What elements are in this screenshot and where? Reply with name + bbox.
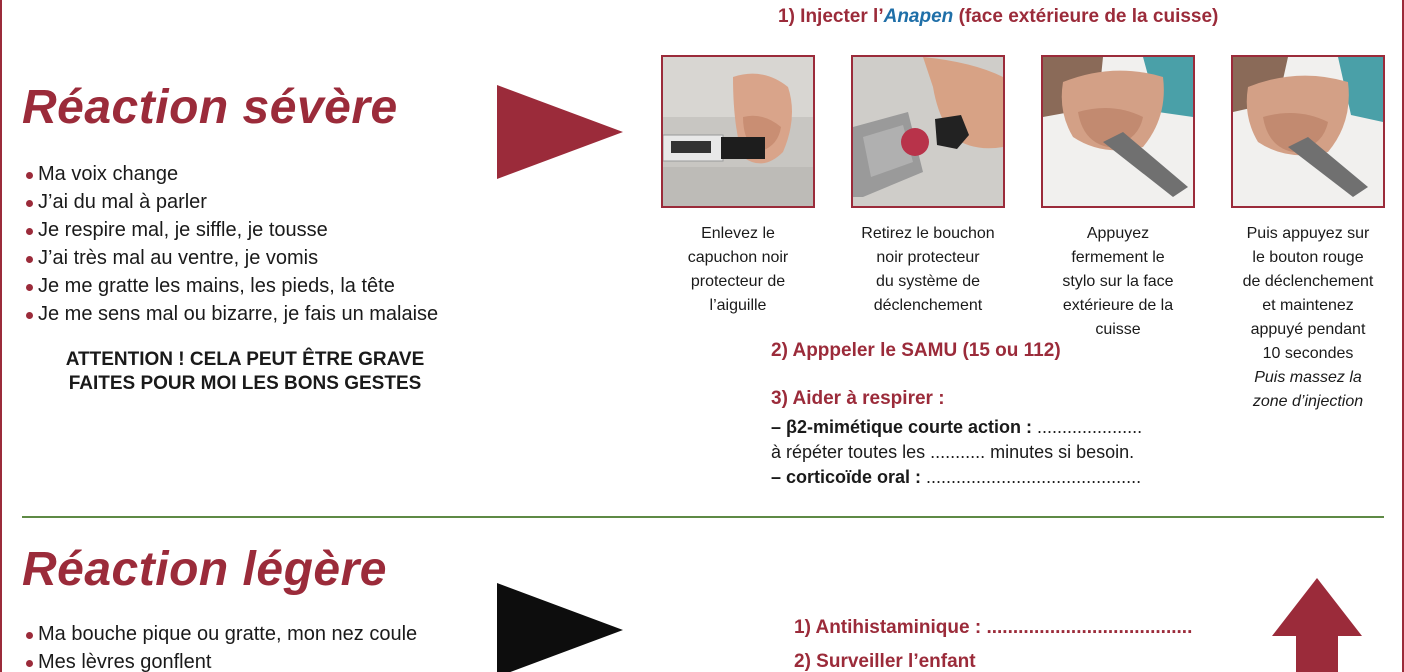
step-suffix: (face extérieure de la cuisse)	[953, 6, 1219, 27]
caption-line: Puis massez la	[1254, 369, 1362, 386]
caption-line: zone d’injection	[1252, 393, 1364, 410]
corticoid-dots: ...........................................	[921, 467, 1142, 487]
caption-line: et maintenez	[1262, 297, 1354, 314]
caption-line: appuyé pendant	[1250, 321, 1366, 338]
caption-line: de déclenchement	[1242, 273, 1374, 290]
corticoid-line	[771, 465, 1141, 490]
caption-line: protecteur de	[690, 273, 786, 290]
list-item: J’ai très mal au ventre, je vomis	[26, 244, 438, 272]
left-border	[0, 0, 2, 672]
caption-step-4	[1231, 222, 1385, 414]
caption-line: Appuyez	[1086, 225, 1150, 242]
beta2-label: – β2-mimétique courte action :	[771, 417, 1033, 437]
caption-line: fermement le	[1071, 249, 1165, 266]
caption-line: extérieure de la	[1062, 297, 1174, 314]
caption-step-2	[851, 222, 1005, 318]
caption-step-3	[1041, 222, 1195, 342]
list-item: J’ai du mal à parler	[26, 188, 438, 216]
light-symptom-list	[26, 620, 417, 672]
help-breathe-step: 3) Aider à respirer :	[771, 388, 945, 409]
light-reaction-title: Réaction légère	[22, 543, 387, 596]
caption-line: déclenchement	[873, 297, 983, 314]
corticoid-label: – corticoïde oral :	[771, 467, 922, 487]
list-item: Ma voix change	[26, 160, 438, 188]
caption-line: 10 secondes	[1262, 345, 1354, 362]
list-item: Je me gratte les mains, les pieds, la tête	[26, 272, 438, 300]
caption-line: stylo sur la face	[1062, 273, 1174, 290]
call-samu-step: 2) Apppeler le SAMU (15 ou 112)	[771, 340, 1061, 361]
injection-step-heading	[778, 6, 1218, 28]
warning-line: FAITES POUR MOI LES BONS GESTES	[68, 373, 422, 394]
brand-name: Anapen	[883, 6, 954, 27]
black-arrow-right-icon	[497, 583, 623, 672]
photo-press-thigh	[1041, 55, 1195, 208]
list-item: Je respire mal, je siffle, je tousse	[26, 216, 438, 244]
warning-message	[0, 348, 490, 396]
caption-line: Retirez le bouchon	[861, 225, 995, 242]
severe-symptom-list	[26, 160, 438, 328]
caption-line: capuchon noir	[687, 249, 789, 266]
caption-line: le bouton rouge	[1252, 249, 1364, 266]
caption-line: l’aiguille	[709, 297, 767, 314]
warning-line: ATTENTION ! CELA PEUT ÊTRE GRAVE	[65, 349, 425, 370]
caption-line: noir protecteur	[876, 249, 980, 266]
caption-step-1	[661, 222, 815, 318]
photo-remove-cap	[661, 55, 815, 208]
list-item: Je me sens mal ou bizarre, je fais un malaise	[26, 300, 438, 328]
severe-reaction-title: Réaction sévère	[22, 81, 398, 134]
list-item: Mes lèvres gonflent	[26, 648, 417, 672]
caption-line: du système de	[875, 273, 981, 290]
caption-line: cuisse	[1095, 321, 1141, 338]
red-arrow-up-icon	[1272, 578, 1362, 672]
repeat-line: à répéter toutes les ........... minutes si besoin.	[771, 442, 1135, 462]
step-prefix: 1) Injecter l’	[778, 6, 884, 27]
section-divider	[22, 516, 1384, 518]
antihistamine-step: 1) Antihistaminique : .......................................	[794, 617, 1193, 638]
photo-press-button	[1231, 55, 1385, 208]
caption-line: Enlevez le	[701, 225, 775, 242]
red-arrow-right-icon	[497, 85, 623, 179]
photo-remove-stopper	[851, 55, 1005, 208]
monitor-child-step: 2) Surveiller l’enfant	[794, 651, 976, 672]
list-item: Ma bouche pique ou gratte, mon nez coule	[26, 620, 417, 648]
caption-line: Puis appuyez sur	[1246, 225, 1370, 242]
beta2-line	[771, 415, 1142, 440]
beta2-dots: .....................	[1032, 417, 1143, 437]
